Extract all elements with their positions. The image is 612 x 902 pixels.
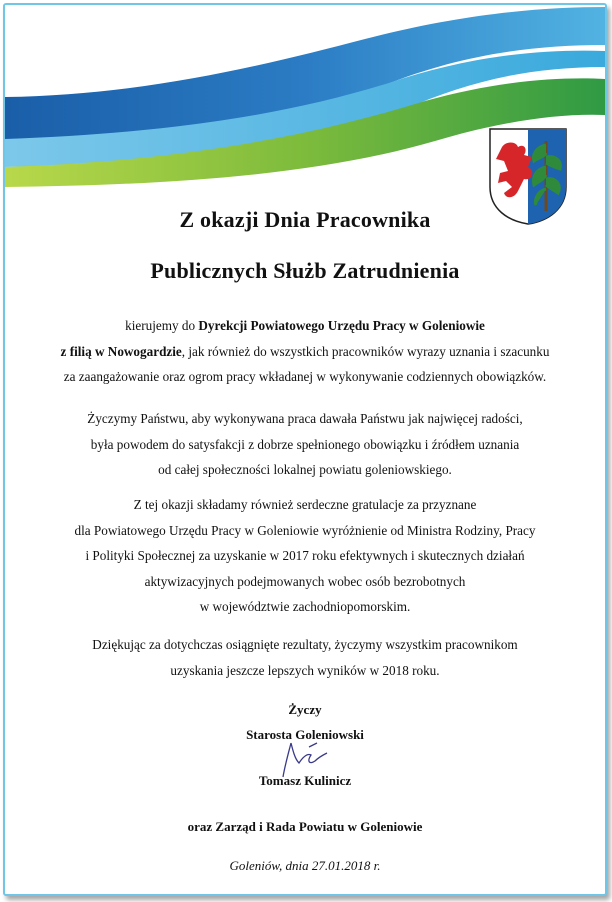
paragraph-line: dla Powiatowego Urzędu Pracy w Goleniowie wyróżnienie od Ministra Rodziny, Pracy [74,522,536,538]
signature-role: Starosta Goleniowski [246,727,364,742]
paragraph-line: za zaangażowanie oraz ogrom pracy wkładanej w wykonywanie codziennych obowiązków. [63,369,547,384]
title-line-1: Z okazji Dnia Pracownika [179,207,431,232]
paragraph-line: aktywizacyjnych podejmowanych wobec osób bezrobotnych [144,573,466,589]
paragraph-line: uzyskania jeszcze lepszych wyników w 2018 roku. [170,662,440,678]
paragraph-line: w województwie zachodniopomorskim. [199,599,411,614]
paragraph-addressees [5,313,605,390]
bold-text: Dyrekcji Powiatowego Urzędu Pracy w Goleniowie [198,318,485,333]
paragraph-line: Życzymy Państwu, aby wykonywana praca dawała Państwu jak najwięcej radości, [87,411,523,426]
paragraph-congratulations [5,492,605,620]
document-date: Goleniów, dnia 27.01.2018 r. [229,858,381,873]
paragraph-line: i Polityki Społecznej za uzyskanie w 2017 roku efektywnych i skutecznych działań [85,548,525,563]
signature-wishes: Życzy [288,702,322,717]
paragraph-line: Z tej okazji składamy również serdeczne gratulacje za przyznane [133,497,477,512]
paragraph-thanks [5,632,605,683]
title-line-2: Publicznych Służb Zatrudnienia [150,258,460,283]
paragraph-line [5,339,605,365]
signature-name: Tomasz Kulinicz [258,773,352,788]
paragraph-line: od całej społeczności lokalnej powiatu goleniowskiego. [158,462,452,477]
text-span: , jak również do wszystkich pracowników wyrazy uznania i szacunku [181,343,550,359]
paragraph-line: Dziękując za dotychczas osiągnięte rezultaty, życzymy wszystkim pracownikom [92,637,518,652]
signature-board: oraz Zarząd i Rada Powiatu w Goleniowie [187,819,423,834]
text-span: kierujemy do [125,318,199,333]
paragraph-wishes [5,406,605,483]
paragraph-line [5,313,605,339]
bold-text: z filią w Nowogardzie [60,343,182,359]
certificate-frame [3,3,607,896]
paragraph-line: była powodem do satysfakcji z dobrze spełnionego obowiązku i źródłem uznania [90,436,520,452]
